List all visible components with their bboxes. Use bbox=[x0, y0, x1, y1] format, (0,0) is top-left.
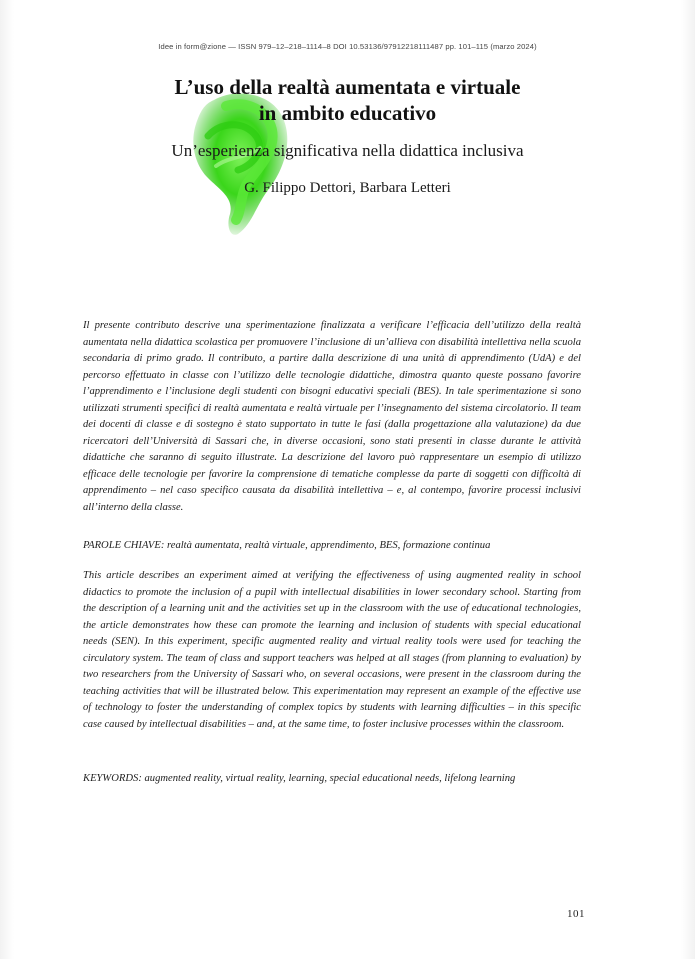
running-header: Idee in form@zione — ISSN 979–12–218–1114–8 DOI 10.53136/97912218111487 pp. 101–115 (marzo 2024) bbox=[158, 42, 537, 51]
keywords-italian: PAROLE CHIAVE: realtà aumentata, realtà virtuale, apprendimento, BES, formazione continua bbox=[83, 540, 491, 551]
title-line-1: L’uso della realtà aumentata e virtuale bbox=[174, 75, 521, 99]
article-subtitle: Un’esperienza significativa nella didattica inclusiva bbox=[171, 141, 524, 160]
keywords-english: KEYWORDS: augmented reality, virtual reality, learning, special educational needs, lifelong learning bbox=[83, 773, 516, 784]
article-title bbox=[0, 74, 695, 126]
abstract-english: This article describes an experiment aimed at verifying the effectiveness of using augmented reality in school didactics to promote the inclusion of a pupil with intellectual disabilities in lower secondary school. Starting from the description of a learning unit and the activities set up in the classroom with the use of educational technologies, the article demonstrates how these can promote the learning and inclusion of students with special educational needs (SEN). In this experiment, specific augmented reality and virtual reality tools were used for teaching the circulatory system. The team of class and support teachers was helped at all stages (from planning to evaluation) by two researchers from the University of Sassari who, on several occasions, were present in the classroom during the teaching activities that will be illustrated below. This experimentation may represent an example of the effective use of technology to foster the understanding of complex topics by students with learning difficulties – in this specific case caused by intellectual disabilities – and, at the same time, to foster inclusive processes within the classroom. bbox=[83, 570, 581, 730]
title-line-2: in ambito educativo bbox=[258, 101, 437, 125]
article-authors: G. Filippo Dettori, Barbara Letteri bbox=[244, 180, 451, 196]
abstract-italian: Il presente contributo descrive una sperimentazione finalizzata a verificare l’efficacia dell’utilizzo della realtà aumentata nella didattica scolastica per promuovere l’inclusione di un’allieva con disabilità intellettiva nella scuola secondaria di primo grado. Il contributo, a partire dalla descrizione di una unità di apprendimento (UdA) e del percorso effettuato in classe con l’utilizzo delle tecnologie didattiche, dimostra quanto queste possano favorire l’apprendimento e l’inclusione degli studenti con bisogni educativi speciali (BES). In tale sperimentazione si sono utilizzati strumenti specifici di realtà aumentata e realtà virtuale per l’insegnamento del sistema circolatorio. Il team dei docenti di classe e di sostegno è stato supportato in tutte le fasi (dalla progettazione alla valutazione) da due ricercatori dell’Università di Sassari che, in diverse occasioni, sono stati presenti in classe durante le attività didattiche che saranno di seguito illustrate. La descrizione del lavoro può rappresentare un esempio di utilizzo efficace delle tecnologie per favorire la comprensione di tematiche complesse da parte di soggetti con difficoltà di apprendimento – nel caso specifico causata da disabilità intellettiva – e, al contempo, favorire processi inclusivi all’interno della classe. bbox=[83, 320, 581, 513]
page-number: 101 bbox=[567, 908, 585, 920]
